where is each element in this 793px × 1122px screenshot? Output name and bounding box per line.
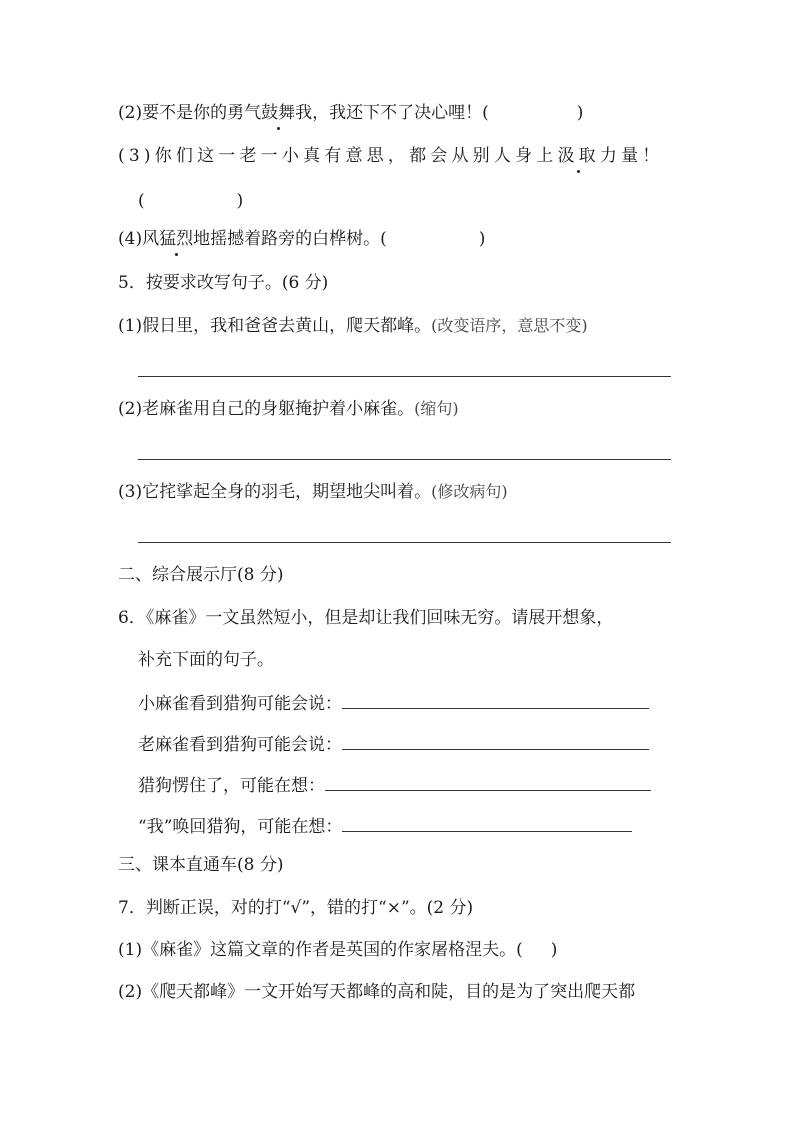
q4-item-3-close-paren: ) <box>236 191 244 211</box>
q6-prompt-2-label: 老麻雀看到猎狗可能会说： <box>138 735 342 755</box>
q5-item-2-hint: (缩句) <box>414 399 459 418</box>
q4-item-3-prefix: (3)你们这一老一小真有意思，都会从别人身上 <box>118 146 558 166</box>
q4-item-3-open-paren: ( <box>138 191 145 211</box>
q6-prompt-2-blank[interactable] <box>342 731 649 750</box>
q5-item-3-answer-line[interactable] <box>138 542 671 543</box>
q4-item-2-prefix: (2)要不是你的勇气 <box>118 103 262 123</box>
q7-item-1-text: (1)《麻雀》这篇文章的作者是英国的作家屠格涅夫。( <box>118 940 523 960</box>
q6-line-1: 6．《麻雀》一文虽然短小，但是却让我们回味无穷。请展开想象， <box>118 608 614 628</box>
q6-prompt-4-label: “我”唤回猎狗，可能在想： <box>138 817 343 837</box>
q5-item-3-hint: (修改病句) <box>431 482 508 501</box>
q4-item-4 <box>118 227 485 251</box>
q6-prompt-4-blank[interactable] <box>342 813 632 832</box>
q6-prompt-4 <box>138 813 632 839</box>
q4-item-2 <box>118 101 583 125</box>
q4-item-3 <box>118 144 664 168</box>
q5-item-2 <box>118 397 459 421</box>
q5-item-3 <box>118 480 508 504</box>
q6-line-2: 补充下面的句子。 <box>138 650 274 670</box>
q7-item-2: (2)《爬天都峰》一文开始写天都峰的高和陡，目的是为了突出爬天都 <box>118 982 636 1002</box>
section-2-title: 二、综合展示厅(8 分) <box>118 565 284 585</box>
section-3-title: 三、课本直通车(8 分) <box>118 855 284 875</box>
q6-prompt-2 <box>138 731 649 757</box>
q4-item-2-close-paren: ) <box>576 103 584 123</box>
q5-item-1-hint: (改变语序，意思不变) <box>431 316 588 335</box>
q5-item-2-answer-line[interactable] <box>138 459 671 460</box>
q5-item-3-text: (3)它挓挲起全身的羽毛，期望地尖叫着。 <box>118 482 432 502</box>
q4-item-4-prefix: (4)风 <box>118 229 160 249</box>
q7-item-1-close-paren: ) <box>550 940 558 960</box>
q4-item-4-dotted-word: 猛烈 <box>159 229 194 249</box>
q4-item-4-close-paren: ) <box>478 229 486 249</box>
q6-prompt-3 <box>138 772 651 798</box>
q4-item-3-suffix: 力量！ <box>599 146 664 166</box>
q6-prompt-3-label: 猎狗愣住了，可能在想： <box>138 776 325 796</box>
q4-item-2-dotted-word: 鼓舞 <box>261 103 296 123</box>
q4-item-2-suffix: 我，我还下不了决心哩！( <box>295 103 489 123</box>
q4-item-3-dotted-word: 汲取 <box>557 146 600 166</box>
q7-item-1 <box>118 938 557 962</box>
q5-item-1-answer-line[interactable] <box>138 376 671 377</box>
q5-title: 5．按要求改写句子。(6 分) <box>118 273 329 293</box>
q5-item-2-text: (2)老麻雀用自己的身躯掩护着小麻雀。 <box>118 399 415 419</box>
q6-prompt-1-label: 小麻雀看到猎狗可能会说： <box>138 694 342 714</box>
q4-item-4-suffix: 地摇撼着路旁的白桦树。( <box>193 229 387 249</box>
q6-prompt-3-blank[interactable] <box>325 772 651 791</box>
q5-item-1-text: (1)假日里，我和爸爸去黄山，爬天都峰。 <box>118 316 432 336</box>
q6-prompt-1-blank[interactable] <box>342 690 649 709</box>
q4-item-3-answer <box>138 189 243 213</box>
q5-item-1 <box>118 314 588 338</box>
q6-prompt-1 <box>138 690 649 716</box>
q7-title: 7．判断正误，对的打“√”，错的打“×”。(2 分) <box>118 898 474 918</box>
